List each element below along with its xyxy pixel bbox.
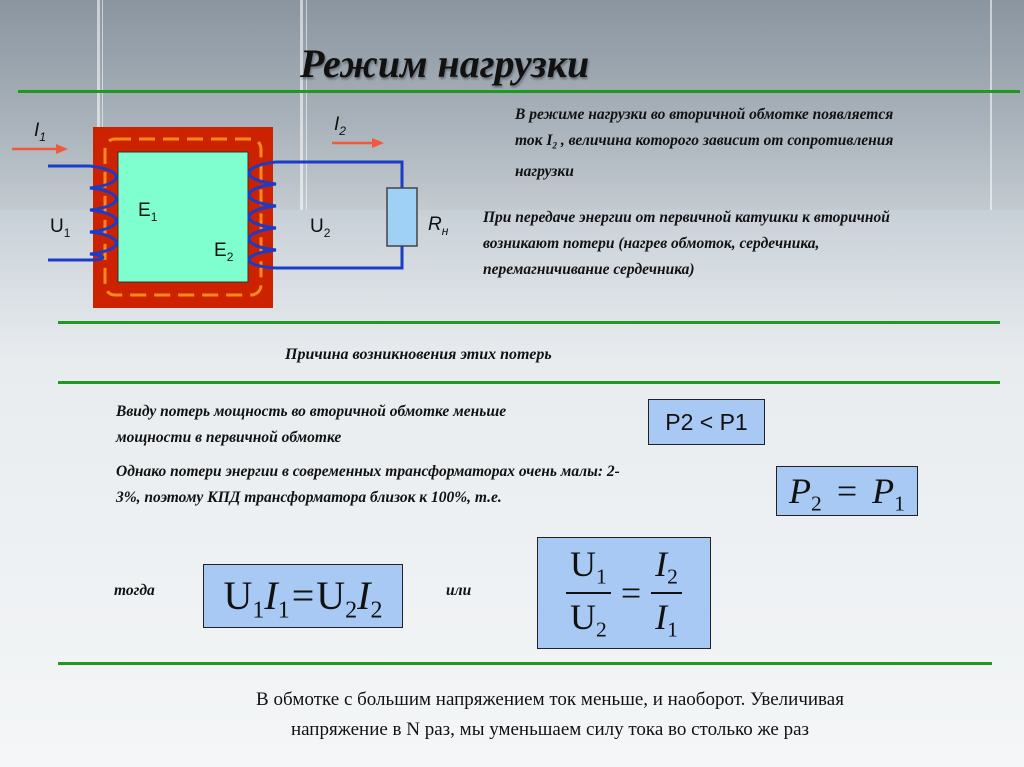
text-line: При передаче энергии от первичной катушки к вторичной <box>483 209 890 226</box>
label-rn: $R_н$ <box>428 214 449 238</box>
divider-line <box>18 90 1020 93</box>
label-then: тогда <box>114 582 155 599</box>
formula-equality: $P_2 = P_1$ <box>776 466 918 516</box>
text-line: Однако потери энергии в современных трансформаторах очень малы: 2- <box>116 463 620 480</box>
conclusion-text <box>140 685 960 745</box>
formula-power-balance: $U_1I_1=U_2I_2$ <box>203 564 403 628</box>
label-e1: $E_1$ <box>138 200 158 224</box>
current-arrow-i1-head <box>56 144 68 154</box>
label-i1: $I_1$ <box>34 120 46 144</box>
text-line: перемагничивание сердечника) <box>483 261 695 278</box>
paragraph-losses <box>483 205 1003 283</box>
text-line: напряжение в N раз, мы уменьшаем силу тока во столько же раз <box>290 719 810 740</box>
text-line: возникают потери (нагрев обмоток, сердечника, <box>483 235 820 252</box>
text-line: ток $I_2$ , величина которого зависит от сопротивления <box>515 132 894 152</box>
label-e2: $E_2$ <box>214 240 234 264</box>
divider-line <box>58 662 992 665</box>
losses-cause-heading: Причина возникновения этих потерь <box>285 346 552 363</box>
secondary-wire <box>276 162 402 188</box>
text-line: нагрузки <box>515 163 574 181</box>
fraction-voltage: $\frac{U_1}{U_2}$ <box>566 543 611 642</box>
divider-line <box>58 321 1000 324</box>
slide-title: Режим нагрузки <box>300 41 590 86</box>
secondary-wire-return <box>276 246 402 268</box>
text-line: мощности в первичной обмотке <box>116 429 342 446</box>
text-line: 3%, поэтому КПД трансформатора близок к 100%, т.е. <box>116 489 502 506</box>
current-arrow-i2-head <box>372 138 384 148</box>
text-line: В режиме нагрузки во вторичной обмотке появляется <box>515 106 894 123</box>
text-line: В обмотке с большим напряжением ток меньше, и наоборот. Увеличивая <box>256 689 844 710</box>
formula-ratio: $\frac{U_1}{U_2}$ = $\frac{I_2}{I_1}$ <box>537 537 711 649</box>
label-or: или <box>446 582 472 599</box>
fraction-current: $\frac{I_2}{I_1}$ <box>651 543 682 642</box>
load-resistor <box>387 188 417 246</box>
label-u1: $U_1$ <box>50 216 71 240</box>
label-u2: $U_2$ <box>310 216 331 240</box>
formula-inequality: P2 < P1 <box>648 399 765 445</box>
paragraph-power-less <box>116 399 636 451</box>
divider-line <box>58 381 1000 384</box>
label-i2: $I_2$ <box>334 114 346 138</box>
paragraph-load-current <box>515 102 995 185</box>
paragraph-efficiency <box>116 459 756 511</box>
text-line: Ввиду потерь мощность во вторичной обмотке меньше <box>116 403 507 420</box>
transformer-diagram <box>0 100 470 320</box>
